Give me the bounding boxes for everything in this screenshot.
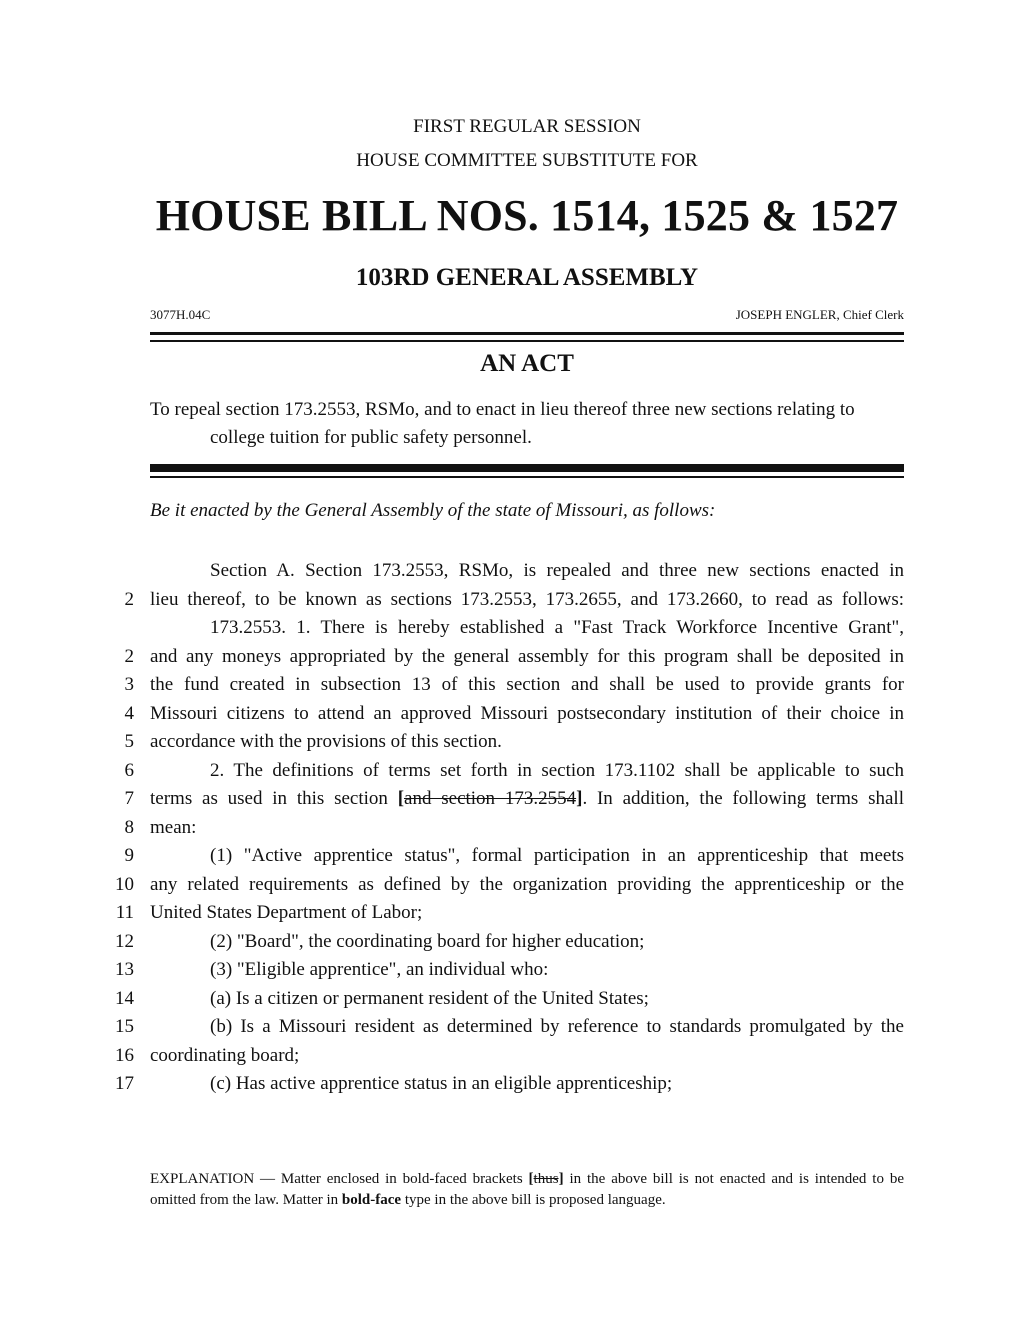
purpose-rule-thick — [150, 464, 904, 472]
text-line: 173.2553. 1. There is hereby established a "Fast Track Workforce Incentive Grant", — [210, 617, 904, 638]
text-line: (b) Is a Missouri resident as determined by reference to standards promulgated by the — [210, 1016, 904, 1037]
line-number: 10 — [115, 873, 134, 895]
enacting-clause: Be it enacted by the General Assembly of the state of Missouri, as follows: — [150, 500, 716, 521]
bold-bracket-close: ] — [576, 788, 583, 809]
line-number: 15 — [115, 1016, 134, 1037]
purpose-rule-thin — [150, 476, 904, 478]
text-line: lieu thereof, to be known as sections 173.2553, 173.2655, and 173.2660, to read as follows: — [150, 588, 904, 610]
text-line: any related requirements as defined by the organization providing the apprenticeship or the — [150, 873, 904, 895]
text-line: Missouri citizens to attend an approved Missouri postsecondary institution of their choice in — [150, 702, 904, 724]
text-line: (c) Has active apprentice status in an eligible apprenticeship; — [210, 1073, 673, 1094]
bold-bracket-open: [ — [397, 788, 405, 809]
text-line: the fund created in subsection 13 of this section and shall be used to provide grants for — [150, 674, 904, 695]
assembly-label: 103RD GENERAL ASSEMBLY — [355, 264, 699, 291]
text-line: coordinating board; — [150, 1044, 300, 1066]
bold-face-example: bold-face — [341, 1192, 402, 1208]
text-line: 2. The definitions of terms set forth in section 173.1102 shall be applicable to such — [210, 759, 904, 781]
document-id: 3077H.04C — [150, 307, 211, 322]
text-line: (a) Is a citizen or permanent resident of the United States; — [210, 987, 649, 1009]
substitute-label: HOUSE COMMITTEE SUBSTITUTE FOR — [356, 150, 698, 171]
text-segment: terms as used in this section — [150, 788, 398, 809]
act-heading: AN ACT — [480, 350, 574, 377]
line-number: 3 — [124, 674, 134, 695]
line-number: 5 — [124, 731, 134, 752]
line-number: 14 — [115, 987, 134, 1009]
line-number: 16 — [115, 1044, 134, 1066]
explanation-text: EXPLANATION — Matter enclosed in bold-faced brackets — [150, 1171, 529, 1187]
explanation-text: in the above bill is not enacted and is intended to be omitted from the law. Matter in — [150, 1171, 905, 1208]
text-line: (2) "Board", the coordinating board for higher education; — [210, 930, 645, 952]
session-label: FIRST REGULAR SESSION — [413, 116, 641, 137]
act-purpose — [150, 396, 904, 452]
header-rule-thin — [150, 340, 904, 342]
explanation-text: type in the above bill is proposed language. — [401, 1192, 666, 1208]
line-number: 2 — [124, 645, 134, 667]
bold-bracket-open: [ — [528, 1171, 534, 1187]
line-number: 6 — [124, 759, 134, 781]
text-line: (3) "Eligible apprentice", an individual who: — [210, 959, 549, 980]
purpose-line-2: college tuition for public safety personnel. — [210, 427, 532, 448]
struck-text: and section 173.2554 — [404, 788, 577, 809]
text-segment: . In addition, the following terms shall — [582, 788, 904, 809]
text-line: accordance with the provisions of this section. — [150, 731, 502, 752]
text-line: United States Department of Labor; — [150, 902, 423, 923]
text-line: (1) "Active apprentice status", formal participation in an apprenticeship that meets — [210, 845, 904, 866]
chief-clerk: JOSEPH ENGLER, Chief Clerk — [735, 307, 904, 322]
text-line: Section A. Section 173.2553, RSMo, is repealed and three new sections enacted in — [210, 560, 904, 581]
purpose-line-1: To repeal section 173.2553, RSMo, and to enact in lieu thereof three new sections relating to — [150, 399, 855, 420]
line-number: 17 — [115, 1073, 134, 1094]
explanation-note — [150, 1169, 904, 1211]
text-line: mean: — [150, 816, 197, 838]
line-number: 2 — [124, 588, 134, 610]
line-number: 9 — [124, 845, 134, 866]
text-line: and any moneys appropriated by the general assembly for this program shall be deposited in — [150, 645, 904, 667]
line-number: 12 — [115, 930, 134, 952]
line-number: 7 — [124, 788, 134, 809]
text-line — [150, 785, 904, 814]
line-number: 13 — [115, 959, 134, 980]
line-number: 4 — [124, 702, 134, 724]
bill-title: HOUSE BILL NOS. 1514, 1525 & 1527 — [155, 191, 899, 240]
header-rule-thick — [150, 332, 904, 335]
line-number: 8 — [124, 816, 134, 838]
line-number: 11 — [115, 902, 134, 923]
bold-bracket-close: ] — [558, 1171, 564, 1187]
struck-example: thus — [533, 1171, 559, 1187]
